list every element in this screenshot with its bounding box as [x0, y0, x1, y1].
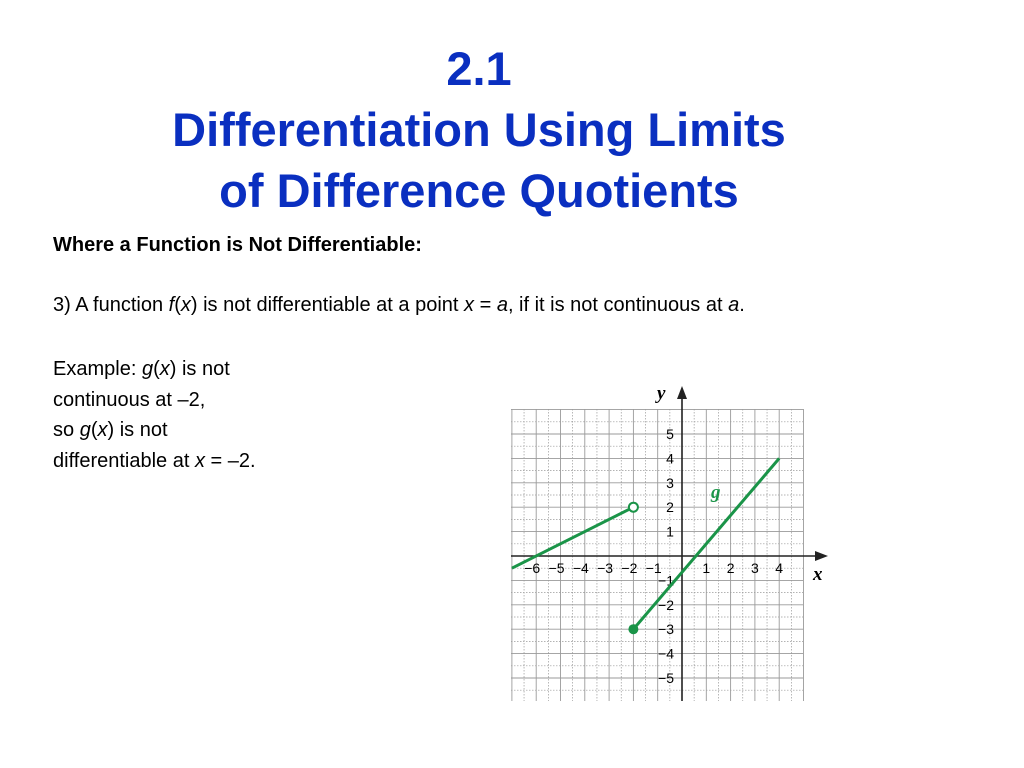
example-l1-pre: Example:: [53, 358, 142, 380]
y-tick-label: 4: [666, 450, 674, 467]
function-label-g: g: [711, 482, 721, 503]
example-l1-paren: (: [153, 358, 160, 380]
open-endpoint: [629, 503, 638, 512]
closed-endpoint: [628, 624, 638, 634]
example-line-2: continuous at –2,: [53, 388, 206, 411]
y-tick-label: −4: [658, 645, 674, 662]
example-l3-fn: g: [79, 419, 91, 441]
example-l4-pre: differentiable at: [53, 449, 195, 472]
rule-var-a: a: [496, 294, 508, 316]
x-tick-label: 3: [751, 560, 759, 576]
rule-fn: f: [168, 294, 175, 316]
y-tick-label: −5: [658, 670, 674, 686]
example-l4-var: x: [194, 449, 205, 472]
y-tick-label: −1: [658, 572, 674, 589]
x-tick-label: −3: [597, 560, 614, 576]
x-tick-label: 4: [775, 560, 784, 576]
y-tick-label: 2: [666, 499, 674, 516]
example-l1-fn: g: [141, 358, 154, 380]
example-l3-paren: (: [90, 419, 98, 441]
x-tick-label: 1: [702, 560, 711, 576]
x-axis-label: x: [813, 564, 823, 585]
example-l3-arg: x: [97, 419, 108, 441]
y-axis-label: y: [657, 383, 666, 404]
title-line-3: of Difference Quotients: [219, 164, 739, 217]
example-l1-post: ) is not: [169, 358, 230, 380]
section-subheading: Where a Function is Not Differentiable:: [53, 234, 422, 256]
example-l3-pre: so: [53, 419, 80, 441]
x-tick-label: −5: [548, 560, 565, 576]
x-tick-label: −2: [621, 560, 638, 576]
rule-prefix: 3) A function: [53, 294, 169, 316]
x-tick-label: −6: [524, 560, 541, 576]
rule-end: .: [739, 294, 745, 316]
y-tick-label: 1: [666, 523, 674, 540]
title-line-1: 2.1: [446, 42, 512, 95]
rule-mid2: , if it is not continuous at: [507, 294, 729, 316]
title-line-2: Differentiation Using Limits: [172, 103, 786, 156]
example-l1-arg: x: [159, 358, 170, 380]
x-axis-arrow: [815, 551, 828, 561]
graph-tick-labels: [524, 383, 823, 686]
y-tick-label: −2: [658, 596, 674, 613]
y-axis-arrow: [677, 386, 687, 399]
rule-eq: =: [474, 294, 497, 316]
example-l4-post: = –2.: [204, 449, 256, 472]
rule-mid1: ) is not differentiable at a point: [190, 294, 465, 316]
rule-var-x: x: [464, 294, 475, 316]
x-tick-label: −4: [572, 560, 589, 576]
x-tick-label: −1: [645, 560, 662, 576]
y-tick-label: −3: [658, 621, 674, 638]
x-tick-label: 2: [726, 560, 735, 576]
rule-var-a2: a: [728, 294, 740, 316]
y-tick-label: 3: [666, 474, 674, 491]
rule-arg: x: [180, 294, 191, 316]
y-tick-label: 5: [666, 426, 674, 442]
rule-paren: (: [174, 294, 181, 316]
example-l3-post: ) is not: [107, 419, 168, 441]
